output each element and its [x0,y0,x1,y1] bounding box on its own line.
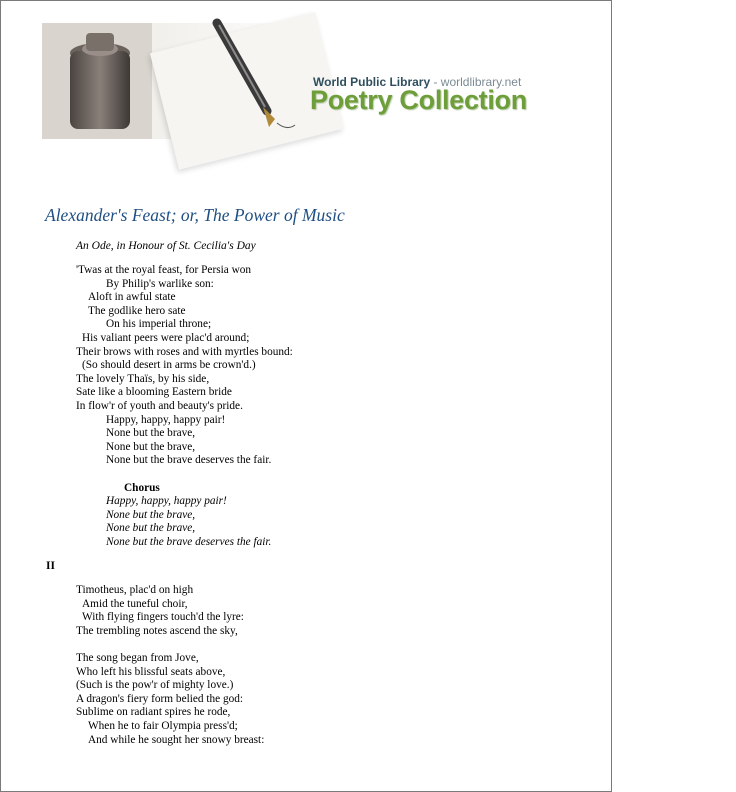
verse-line: Aloft in awful state [88,291,176,304]
verse-line: Happy, happy, happy pair! [106,413,226,426]
chorus-line: None but the brave deserves the fair. [106,535,272,548]
library-banner [42,23,527,139]
verse-line: (So should desert in arms be crown'd.) [82,359,256,372]
library-name: World Public Library [313,75,431,89]
verse-line: The trembling notes ascend the sky, [76,624,238,637]
inkwell-icon [42,23,152,139]
verse-line: Who left his blissful seats above, [76,665,226,678]
verse-line: With flying fingers touch'd the lyre: [82,611,244,624]
poem-title: Alexander's Feast; or, The Power of Music [45,205,345,225]
fountain-pen-icon [207,23,297,139]
chorus-line: None but the brave, [106,522,196,535]
verse-line: Sublime on radiant spires he rode, [76,706,231,719]
stanza-1 [0,264,612,549]
verse-line: None but the brave, [106,427,196,440]
verse-line: A dragon's fiery form belied the god: [76,692,244,705]
verse-line: Timotheus, plac'd on high [76,584,194,596]
verse-line: And while he sought her snowy breast: [88,733,265,746]
verse-line: His valiant peers were plac'd around; [82,331,250,344]
verse-line: When he to fair Olympia press'd; [88,719,238,732]
verse-line: The song began from Jove, [76,651,199,664]
verse-line: The godlike hero sate [88,304,186,317]
chorus-label: Chorus [124,481,160,494]
verse-line: None but the brave, [106,440,196,453]
verse-line: Their brows with roses and with myrtles bound: [76,345,293,358]
chorus-line: Happy, happy, happy pair! [106,495,227,508]
verse-line: Sate like a blooming Eastern bride [76,386,232,399]
verse-line: Amid the tuneful choir, [82,597,188,610]
verse-line: On his imperial throne; [106,318,212,331]
verse-line: (Such is the pow'r of mighty love.) [76,679,234,692]
chorus-line: None but the brave, [106,508,196,521]
verse-line: In flow'r of youth and beauty's pride. [76,399,243,412]
verse-line: 'Twas at the royal feast, for Persia won [76,264,252,276]
section-heading: II [46,560,55,572]
library-site: - worldlibrary.net [430,75,522,89]
verse-line: By Philip's warlike son: [106,277,214,290]
verse-line: None but the brave deserves the fair. [106,454,272,467]
stanza-2 [0,584,612,747]
collection-logo: Poetry Collection [310,85,527,115]
poem-subtitle: An Ode, in Honour of St. Cecilia's Day [76,240,256,252]
verse-line: The lovely Thaïs, by his side, [76,372,210,385]
